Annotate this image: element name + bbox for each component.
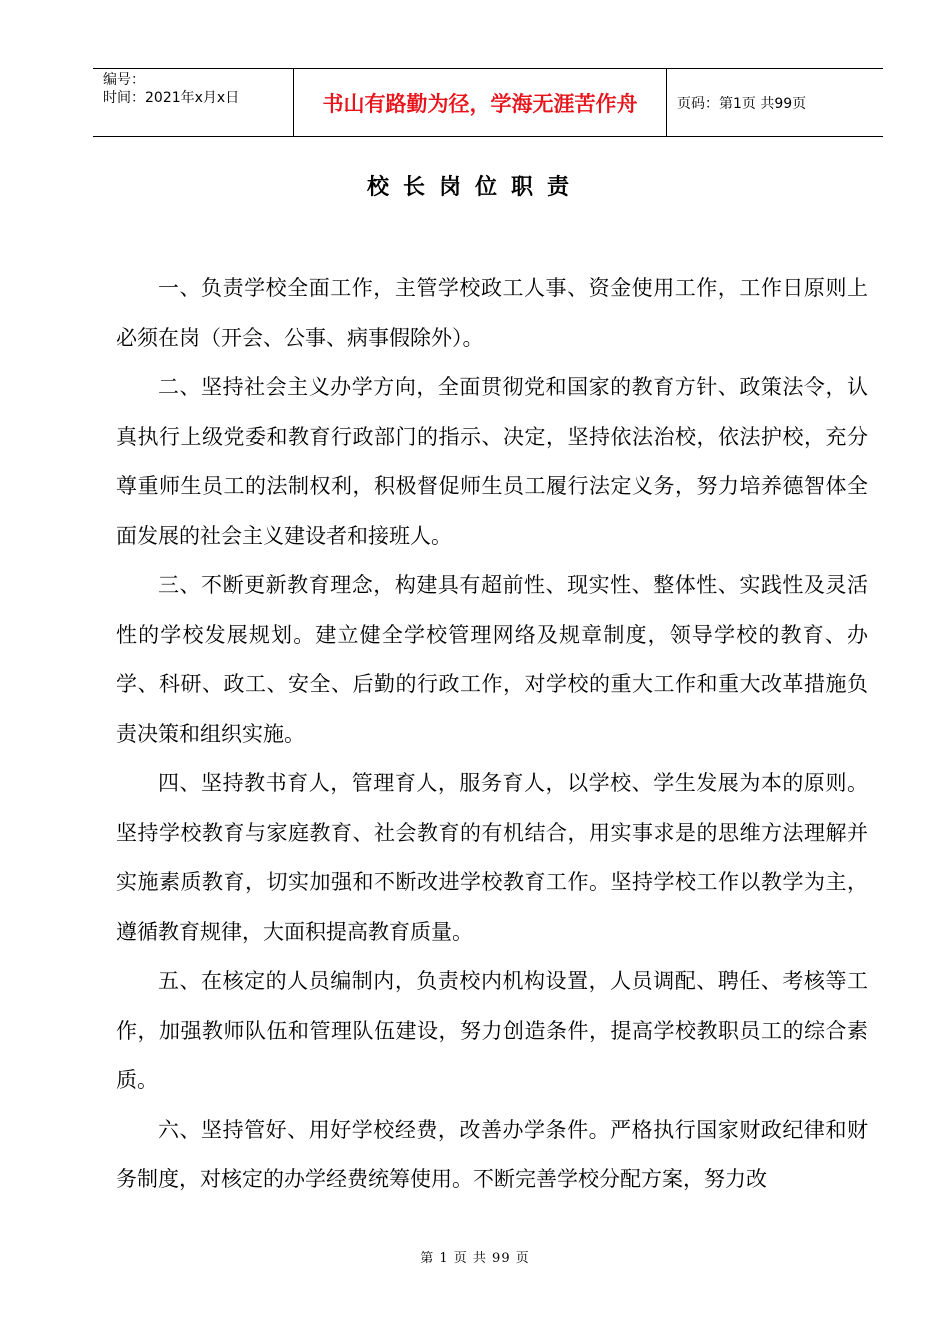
page-header [93, 68, 883, 137]
header-motto: 书山有路勤为径，学海无涯苦作舟 [294, 69, 667, 136]
document-number-label: 编号： [103, 72, 145, 88]
header-page-info: 页码：第1页 共99页 [677, 95, 807, 112]
document-title: 校长岗位职责 [366, 174, 583, 200]
paragraph: 三、不断更新教育理念，构建具有超前性、现实性、整体性、实践性及灵活性的学校发展规划。建立健全学校管理网络及规章制度，领导学校的教育、办学、科研、政工、安全、后勤的行政工作，对学校的重大工作和重大改革措施负责决策和组织实施。 [116, 573, 868, 746]
page-footer: 第 1 页 共 99 页 [420, 1251, 530, 1266]
paragraph: 六、坚持管好、用好学校经费，改善办学条件。严格执行国家财政纪律和财务制度，对核定的办学经费统筹使用。不断完善学校分配方案，努力改 [116, 1117, 868, 1191]
document-body [116, 264, 868, 1205]
paragraph: 五、在核定的人员编制内，负责校内机构设置，人员调配、聘任、考核等工作，加强教师队伍和管理队伍建设，努力创造条件，提高学校教职员工的综合素质。 [116, 969, 868, 1092]
paragraph: 四、坚持教书育人，管理育人，服务育人，以学校、学生发展为本的原则。坚持学校教育与家庭教育、社会教育的有机结合，用实事求是的思维方法理解并实施素质教育，切实加强和不断改进学校教育工作。坚持学校工作以教学为主，遵循教育规律，大面积提高教育质量。 [116, 771, 868, 944]
paragraph: 二、坚持社会主义办学方向，全面贯彻党和国家的教育方针、政策法令，认真执行上级党委和教育行政部门的指示、决定，坚持依法治校，依法护校，充分尊重师生员工的法制权利，积极督促师生员工履行法定义务，努力培养德智体全面发展的社会主义建设者和接班人。 [116, 375, 868, 548]
paragraph: 一、负责学校全面工作，主管学校政工人事、资金使用工作，工作日原则上必须在岗（开会、公事、病事假除外）。 [116, 276, 868, 350]
header-meta [93, 69, 294, 136]
document-time-label: 时间：2021年x月x日 [103, 90, 240, 106]
